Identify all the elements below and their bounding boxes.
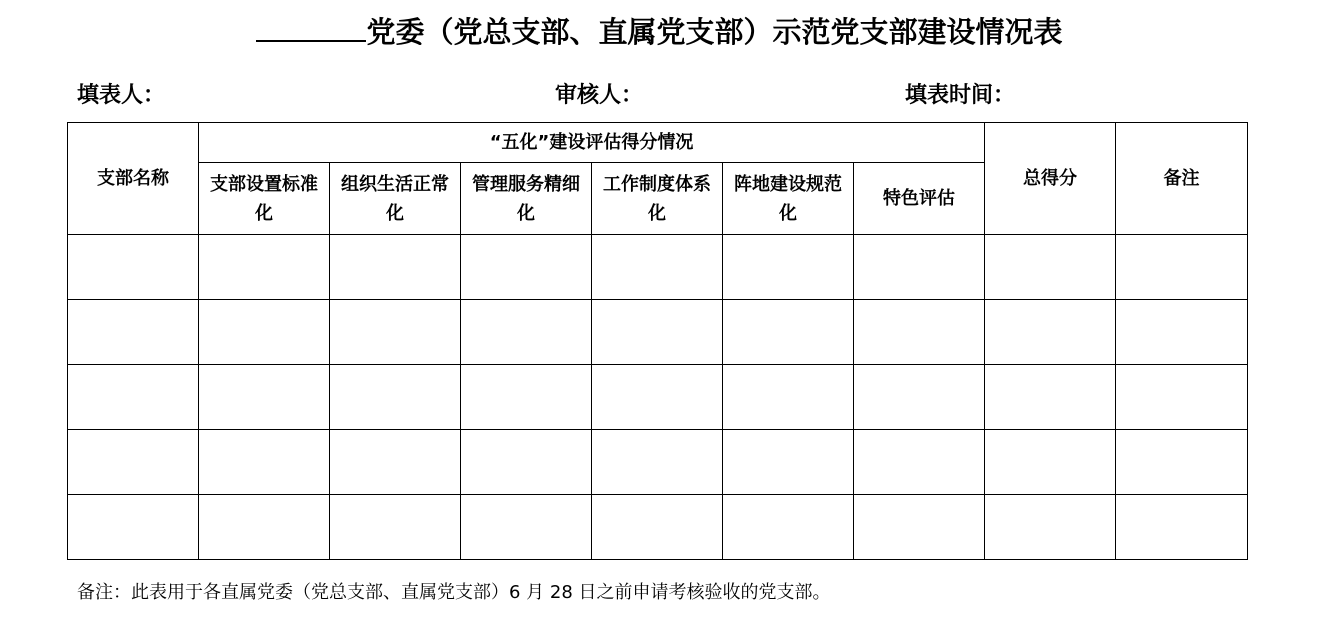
table-cell[interactable]	[199, 430, 330, 495]
five-standards-group-header: “五化”建设评估得分情况	[199, 123, 985, 163]
subheader-feature-evaluation: 特色评估	[854, 163, 985, 235]
table-cell[interactable]	[592, 365, 723, 430]
subheader-position-building: 阵地建设规范化	[723, 163, 854, 235]
table-cell[interactable]	[199, 235, 330, 300]
table-cell[interactable]	[68, 495, 199, 560]
table-cell[interactable]	[985, 495, 1116, 560]
table-header-row	[68, 123, 1248, 163]
table-cell[interactable]	[461, 235, 592, 300]
page-title	[0, 10, 1319, 54]
fill-date-label: 填表时间：	[905, 83, 1016, 108]
table-cell[interactable]	[854, 495, 985, 560]
subheader-organization-life: 组织生活正常化	[330, 163, 461, 235]
subheader-work-system: 工作制度体系化	[592, 163, 723, 235]
table-cell[interactable]	[723, 495, 854, 560]
table-cell[interactable]	[1116, 235, 1248, 300]
table-cell[interactable]	[854, 365, 985, 430]
remarks-header: 备注	[1116, 123, 1248, 235]
table-cell[interactable]	[330, 495, 461, 560]
table-cell[interactable]	[68, 300, 199, 365]
table-row	[68, 430, 1248, 495]
table-cell[interactable]	[985, 300, 1116, 365]
table-cell[interactable]	[854, 300, 985, 365]
table-cell[interactable]	[985, 430, 1116, 495]
table-row	[68, 235, 1248, 300]
table-cell[interactable]	[461, 495, 592, 560]
reviewer-label: 审核人：	[555, 83, 644, 108]
table-cell[interactable]	[461, 430, 592, 495]
table-cell[interactable]	[68, 365, 199, 430]
table-cell[interactable]	[199, 300, 330, 365]
table-cell[interactable]	[330, 365, 461, 430]
table-row	[68, 300, 1248, 365]
table-cell[interactable]	[461, 365, 592, 430]
table-cell[interactable]	[592, 430, 723, 495]
subheader-branch-setup: 支部设置标准化	[199, 163, 330, 235]
table-row	[68, 495, 1248, 560]
subheader-management-service: 管理服务精细化	[461, 163, 592, 235]
table-cell[interactable]	[854, 430, 985, 495]
table-cell[interactable]	[1116, 365, 1248, 430]
table-cell[interactable]	[461, 300, 592, 365]
table-cell[interactable]	[723, 235, 854, 300]
table-cell[interactable]	[592, 235, 723, 300]
total-score-header: 总得分	[985, 123, 1116, 235]
title-text: 党委（党总支部、直属党支部）示范党支部建设情况表	[366, 15, 1063, 49]
table-cell[interactable]	[330, 430, 461, 495]
table-cell[interactable]	[985, 235, 1116, 300]
table-cell[interactable]	[68, 235, 199, 300]
table-cell[interactable]	[199, 495, 330, 560]
assessment-table	[67, 122, 1248, 560]
branch-name-header: 支部名称	[68, 123, 199, 235]
filler-label: 填表人：	[77, 83, 166, 108]
table-cell[interactable]	[1116, 495, 1248, 560]
table-cell[interactable]	[854, 235, 985, 300]
table-cell[interactable]	[330, 300, 461, 365]
table-cell[interactable]	[1116, 430, 1248, 495]
table-cell[interactable]	[723, 430, 854, 495]
table-cell[interactable]	[199, 365, 330, 430]
table-cell[interactable]	[723, 365, 854, 430]
table-cell[interactable]	[592, 495, 723, 560]
table-cell[interactable]	[592, 300, 723, 365]
title-blank-line	[256, 14, 366, 42]
table-cell[interactable]	[723, 300, 854, 365]
footnote: 备注：此表用于各直属党委（党总支部、直属党支部）6 月 28 日之前申请考核验收的党支部。	[77, 582, 831, 603]
table-cell[interactable]	[330, 235, 461, 300]
table-cell[interactable]	[1116, 300, 1248, 365]
table-cell[interactable]	[985, 365, 1116, 430]
table-row	[68, 365, 1248, 430]
table-cell[interactable]	[68, 430, 199, 495]
